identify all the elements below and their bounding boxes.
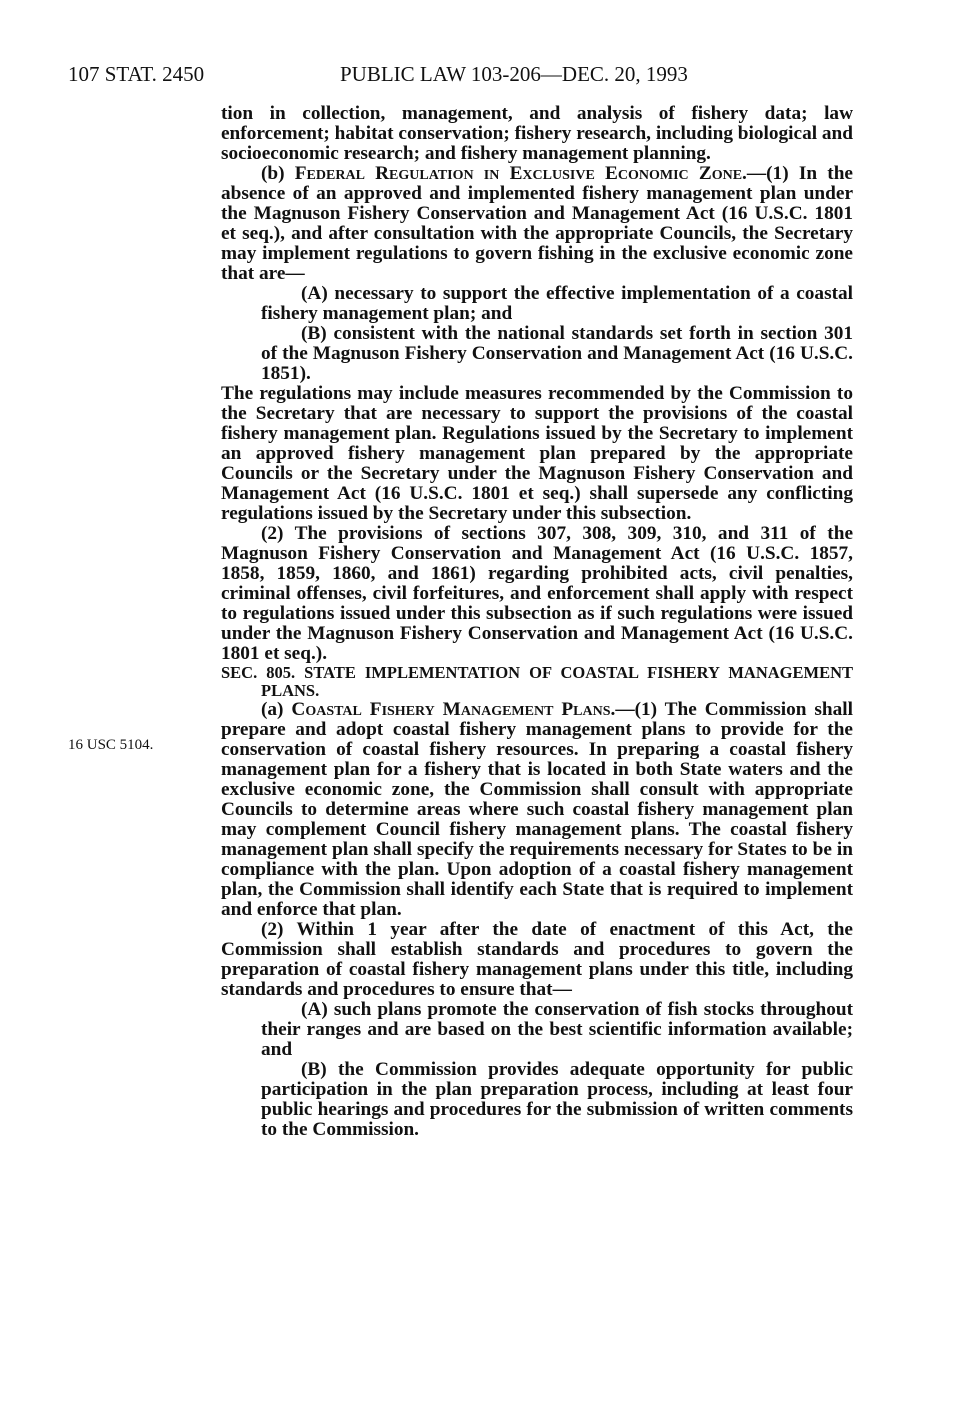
subsection-a-clause-a: (A) such plans promote the conservation of fish stocks throughout their ranges and are based on the best scientific information available; and (261, 999, 853, 1060)
section-805-heading: SEC. 805. STATE IMPLEMENTATION OF COASTAL FISHERY MANAGEMENT PLANS. (221, 663, 853, 700)
subsection-a (221, 700, 853, 920)
stat-citation: 107 STAT. 2450 (68, 62, 205, 86)
law-citation: PUBLIC LAW 103-206—DEC. 20, 1993 (340, 62, 688, 86)
regulations-paragraph: The regulations may include measures recommended by the Commission to the Secretary that are necessary to support the provisions of the coastal fishery management plan. Regulations issued by the Secretary to implement an approved fishery management plan prepared by the appropriate Councils or the Secretary under the Magnuson Fishery Conservation and Management Act (16 U.S.C. 1801 et seq.) shall supersede any conflicting regulations issued by the Secretary under this subsection. (221, 383, 853, 524)
subsection-a-paragraph-2: (2) Within 1 year after the date of enactment of this Act, the Commission shall establish standards and procedures to govern the preparation of coastal fishery management plans under this title, including standards and procedures to ensure that— (221, 919, 853, 1000)
usc-margin-note: 16 USC 5104. (68, 737, 154, 753)
subsection-a-text: —(1) The Commission shall prepare and adopt coastal fishery management plans to provide for the conservation of coastal fishery resources. In preparing a coastal fishery management plan for a fishery that is located in both State waters and the exclusive economic zone, the Commission shall consult with appropriate Councils to determine areas where such coastal fishery management plan may complement Council fishery management plans. The coastal fishery management plan shall specify the requirements necessary for States to be in compliance with the plan. Upon adoption of a coastal fishery management plan, the Commission shall identify each State that is required to implement and enforce that plan. (221, 699, 853, 920)
subsection-b-heading: Federal Regulation in Exclusive Economic Zone. (294, 163, 747, 184)
continuation-paragraph: tion in collection, management, and analysis of fishery data; law enforcement; habitat conservation; fishery research, including biological and socioeconomic research; and fishery management planning. (221, 103, 853, 164)
subsection-a-heading: Coastal Fishery Management Plans. (291, 699, 616, 720)
subsection-b-paragraph-2: (2) The provisions of sections 307, 308, 309, 310, and 311 of the Magnuson Fishery Conservation and Management Act (16 U.S.C. 1857, 1858, 1859, 1860, and 1861) regarding prohibited acts, civil penalties, criminal offenses, civil forfeitures, and enforcement shall apply with respect to regulations issued under this subsection as if such regulations were issued under the Magnuson Fishery Conservation and Management Act (16 U.S.C. 1801 et seq.). (221, 523, 853, 664)
subsection-b-clause-b: (B) consistent with the national standards set forth in section 301 of the Magnuson Fishery Conservation and Management Act (16 U.S.C. 1851). (261, 323, 853, 384)
subsection-a-label: (a) (261, 699, 292, 720)
subsection-b-clause-a: (A) necessary to support the effective implementation of a coastal fishery management plan; and (261, 283, 853, 324)
subsection-b (221, 164, 853, 284)
subsection-b-label: (b) (261, 163, 295, 184)
subsection-a-clause-b: (B) the Commission provides adequate opportunity for public participation in the plan preparation process, including at least four public hearings and procedures for the submission of written comments to the Commission. (261, 1059, 853, 1140)
subsection-b-text: —(1) In the absence of an approved and implemented fishery management plan under the Magnuson Fishery Conservation and Management Act (16 U.S.C. 1801 et seq.), and after consultation with the appropriate Councils, the Secretary may implement regulations to govern fishing in the exclusive economic zone that are— (221, 163, 853, 284)
running-head (68, 62, 858, 88)
body-text (221, 104, 853, 1140)
